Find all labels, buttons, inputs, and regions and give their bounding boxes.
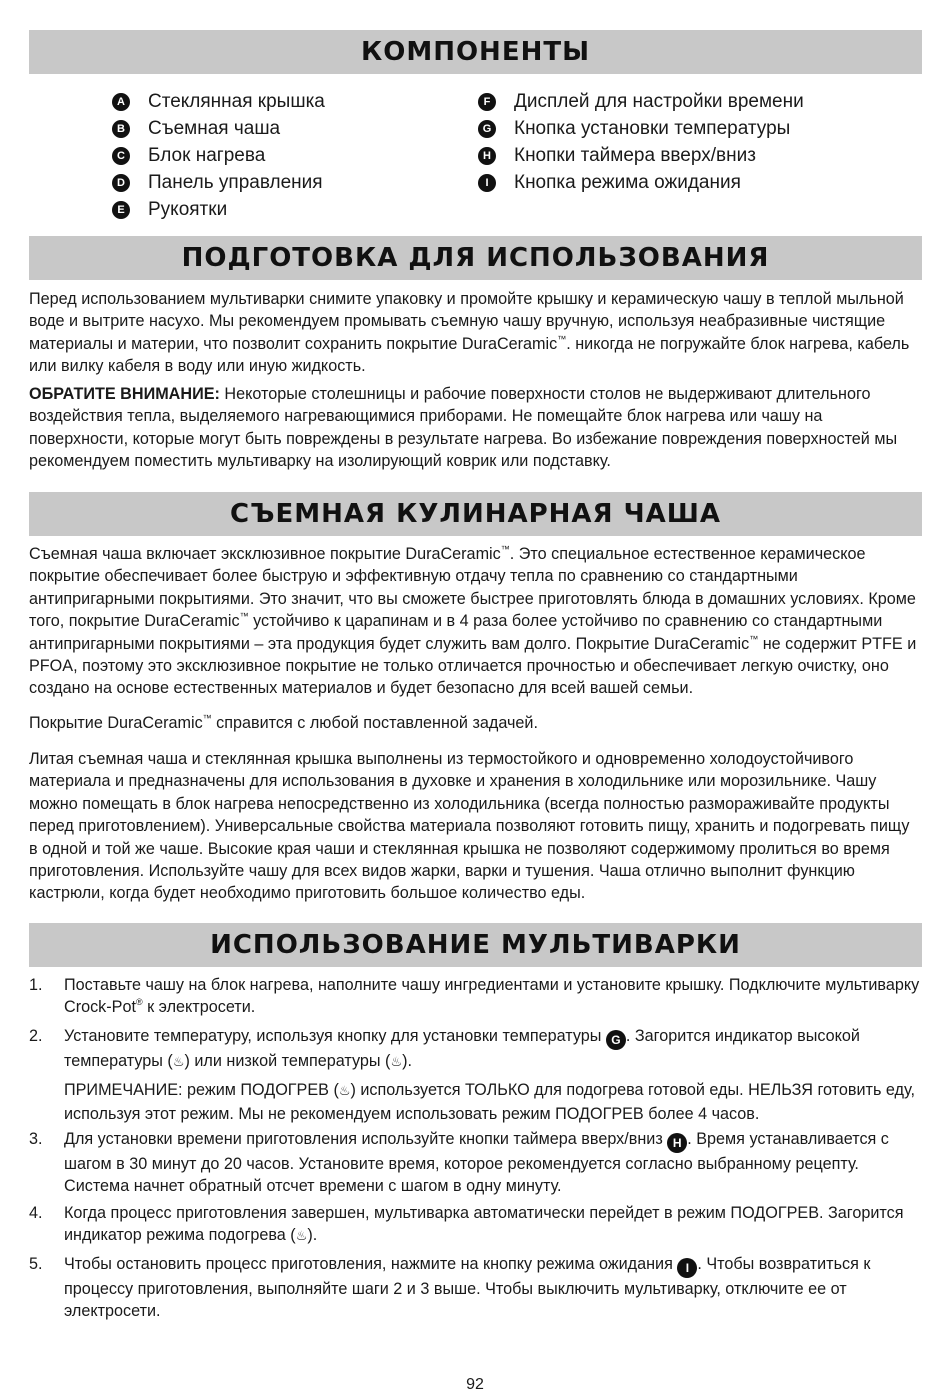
list-item: E Рукоятки — [112, 196, 325, 223]
bowl-paragraph-2: Покрытие DuraCeramic™ справится с любой поставленной задачей. — [29, 713, 538, 732]
list-item: H Кнопки таймера вверх/вниз — [478, 142, 804, 169]
circle-letter-icon: B — [112, 120, 130, 138]
list-item: A Стеклянная крышка — [112, 88, 325, 115]
circle-letter-icon: D — [112, 174, 130, 192]
circle-letter-icon: E — [112, 201, 130, 219]
list-item: 1. Поставьте чашу на блок нагрева, наполните чашу ингредиентами и установите крышку. Подключите мультиварку Crock-Pot® к электросети. — [29, 976, 920, 1017]
list-item: 5. Чтобы остановить процесс приготовления, нажмите на кнопку режима ожидания I . Чтобы возвратиться к процессу приготовления, выполняйте шаги 2 и 3 выше. Чтобы выключить мультиварку, отключите ее от электросети. — [29, 1255, 871, 1321]
list-item: B Съемная чаша — [112, 115, 325, 142]
list-item: 3. Для установки времени приготовления используйте кнопки таймера вверх/вниз H . Время устанавливается с шагом в 30 минут до 20 часов. Установите время, которое рекомендуется согласно выбранному рецепту. Система начнет обратный отсчет времени с шагом в одну минуту. — [29, 1130, 889, 1196]
components-list-right — [478, 88, 804, 196]
list-item: 2. Установите температуру, используя кнопку для установки температуры G . Загорится индикатор высокой температуры (♨) или низкой температуры (♨). ПРИМЕЧАНИЕ: режим ПОДОГРЕВ (♨) используется ТОЛЬКО для подогрева готовой еды. НЕЛЬЗЯ готовить еду, используя этот режим. Мы не рекомендуем использовать режим ПОДОГРЕВ более 4 часов. — [29, 1025, 922, 1125]
circle-letter-icon: F — [478, 93, 496, 111]
circle-letter-icon: A — [112, 93, 130, 111]
circle-letter-icon: C — [112, 147, 130, 165]
heat-low-icon: ♨ — [390, 1054, 403, 1069]
circle-letter-icon: H — [478, 147, 496, 165]
circle-letter-icon: H — [667, 1133, 687, 1153]
section-title-prep: ПОДГОТОВКА ДЛЯ ИСПОЛЬЗОВАНИЯ — [29, 236, 922, 280]
section-title-components: КОМПОНЕНТЫ — [29, 30, 922, 74]
list-item: F Дисплей для настройки времени — [478, 88, 804, 115]
attention-paragraph: ОБРАТИТЕ ВНИМАНИЕ: Некоторые столешницы и рабочие поверхности столов не выдерживают длительного воздействия тепла, выделяемого нагревающимися приборами. Не помещайте блок нагрева или чашу на поверхности, которые могут быть повреждены в результате нагрева. Во избежание повреждения поверхностей мы рекомендуем поместить мультиварку на изолирующий коврик или подставку. — [29, 385, 898, 471]
note-paragraph: ПРИМЕЧАНИЕ: режим ПОДОГРЕВ (♨) используется ТОЛЬКО для подогрева готовой еды. НЕЛЬЗЯ готовить еду, используя этот режим. Мы не рекомендуем использовать режим ПОДОГРЕВ более 4 часов. — [64, 1081, 915, 1123]
circle-letter-icon: I — [677, 1258, 697, 1278]
list-item: C Блок нагрева — [112, 142, 325, 169]
components-list-left — [112, 88, 325, 223]
circle-letter-icon: G — [606, 1030, 626, 1050]
prep-paragraph: Перед использованием мультиварки снимите упаковку и промойте крышку и керамическую чашу в теплой мыльной воде и вытрите насухо. Мы рекомендуем промывать съемную чашу вручную, используя неабразивные чистящие материалы и материи, что позволит сохранить покрытие DuraCeramic™. никогда не погружайте блок нагрева, кабель или вилку кабеля в воду или иную жидкость. — [29, 290, 910, 376]
bowl-paragraph-3: Литая съемная чаша и стеклянная крышка выполнены из термостойкого и одновременно холодоустойчивого материала и предназначены для использования в духовке и хранения в холодильнике или морозильнике. Чашу можно помещать в блок нагрева непосредственно из холодильника (всегда полностью размораживайте продукты перед приготовлением). Универсальные свойства материала позволяют готовить пищу, хранить и подогревать пищу в одной и той же чаше. Высокие края чаши и стеклянная крышка не позволяют содержимому пролиться во время приготовления. Используйте чашу для всех видов жарки, варки и тушения. Чаша отлично выполнит функцию кастрюли, когда будет необходимо приготовить большое количество еды. — [29, 750, 910, 903]
warm-icon: ♨ — [295, 1228, 308, 1244]
list-item: D Панель управления — [112, 169, 325, 196]
list-item: 4. Когда процесс приготовления завершен, мультиварка автоматически перейдет в режим ПОДОГРЕВ. Загорится индикатор режима подогрева (♨). — [29, 1202, 922, 1248]
section-title-usage: ИСПОЛЬЗОВАНИЕ МУЛЬТИВАРКИ — [29, 923, 922, 967]
attention-label: ОБРАТИТЕ ВНИМАНИЕ: — [29, 385, 220, 403]
list-item: G Кнопка установки температуры — [478, 115, 804, 142]
circle-letter-icon: I — [478, 174, 496, 192]
heat-high-icon: ♨ — [172, 1054, 185, 1069]
circle-letter-icon: G — [478, 120, 496, 138]
list-item: I Кнопка режима ожидания — [478, 169, 804, 196]
section-title-bowl: СЪЕМНАЯ КУЛИНАРНАЯ ЧАША — [29, 492, 922, 536]
bowl-paragraph-1: Съемная чаша включает эксклюзивное покрытие DuraCeramic™. Это специальное естественное керамическое покрытие обеспечивает более быструю и эффективную отдачу тепла по сравнению со стандартными антипригарными покрытиями. Это значит, что вы сможете быстрее приготовлять блюда в домашних условиях. Кроме того, покрытие DuraCeramic™ устойчиво к царапинам и в 4 раза более устойчиво по сравнению со стандартными антипригарными покрытиями – эта продукция будет служить вам долго. Покрытие DuraCeramic™ не содержит PTFE и PFOA, поэтому это эксклюзивное покрытие не только отличается прочностью и обеспечивает легкую очистку, оно создано на основе естественных материалов и будет безопасно для всей вашей семьи. — [29, 544, 917, 698]
warm-icon: ♨ — [338, 1083, 351, 1099]
page-number: 92 — [466, 1376, 484, 1393]
